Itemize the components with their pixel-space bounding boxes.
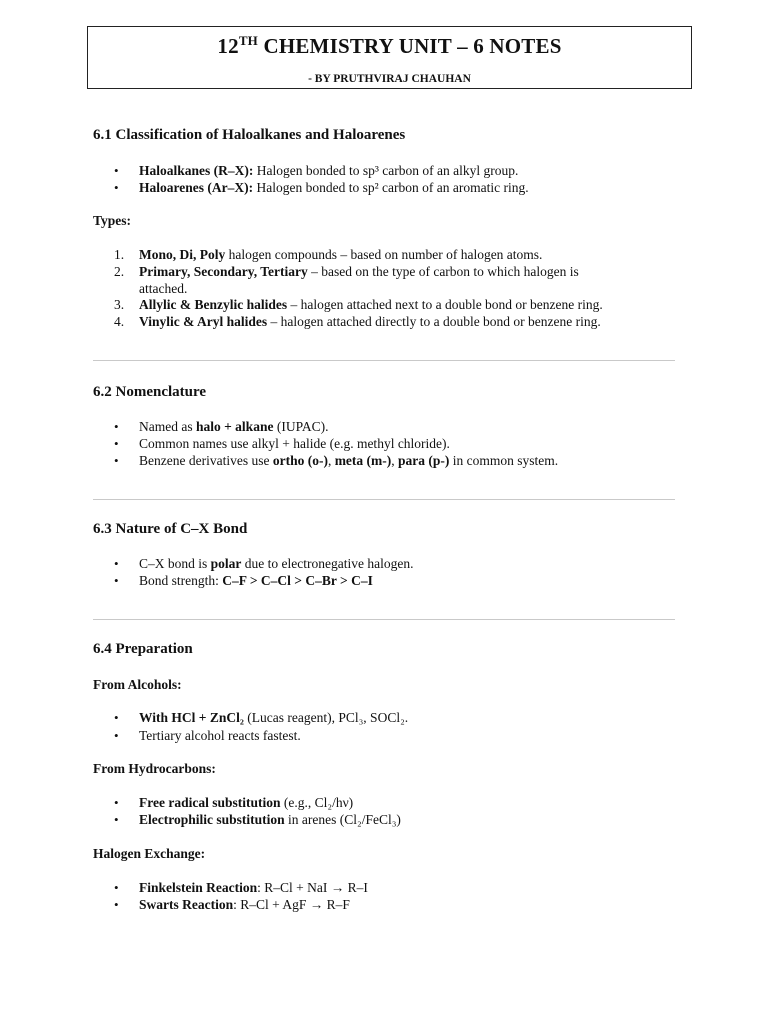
list-number: 4.: [114, 314, 125, 329]
bullet-icon: •: [114, 180, 119, 195]
list-item: Benzene derivatives use ortho (o-), meta (m-), para (p-) in common system.: [139, 453, 559, 468]
list-item: With HCl + ZnCl₂ (Lucas reagent), PCl₃, SOCl₂.: [139, 710, 409, 725]
list-item: Mono, Di, Poly halogen compounds – based on number of halogen atoms.: [139, 247, 543, 262]
list-item: Common names use alkyl + halide (e.g. methyl chloride).: [139, 436, 450, 451]
list-item: C–X bond is polar due to electronegative halogen.: [139, 556, 414, 571]
list-item: Electrophilic substitution in arenes (Cl₂/FeCl₃): [139, 812, 401, 827]
list-item: Vinylic & Aryl halides – halogen attached directly to a double bond or benzene ring.: [139, 314, 601, 329]
bullet-icon: •: [114, 897, 119, 912]
section-heading-6-4: 6.4 Preparation: [93, 641, 193, 657]
bullet-icon: •: [114, 880, 119, 895]
title-box: [87, 26, 692, 89]
author-byline: - BY PRUTHVIRAJ CHAUHAN: [308, 73, 471, 85]
title-superscript: TH: [238, 33, 258, 48]
title-text: CHEMISTRY UNIT – 6 NOTES: [258, 34, 562, 58]
types-label: Types:: [93, 213, 132, 228]
list-item: Bond strength: C–F > C–Cl > C–Br > C–I: [139, 573, 373, 588]
title-number: 12: [217, 34, 239, 58]
list-number: 2.: [114, 264, 125, 279]
list-number: 1.: [114, 247, 125, 262]
bullet-icon: •: [114, 710, 119, 725]
section-heading-6-2: 6.2 Nomenclature: [93, 384, 207, 400]
section-heading-6-3: 6.3 Nature of C–X Bond: [93, 521, 248, 537]
list-item-continuation: attached.: [139, 281, 188, 296]
bullet-icon: •: [114, 556, 119, 571]
bullet-icon: •: [114, 163, 119, 178]
list-item: Primary, Secondary, Tertiary – based on the type of carbon to which halogen is: [139, 264, 579, 279]
bullet-icon: •: [114, 436, 119, 451]
list-item: Haloalkanes (R–X): Halogen bonded to sp³ carbon of an alkyl group.: [139, 163, 519, 178]
bullet-icon: •: [114, 728, 119, 743]
section-divider: [93, 360, 675, 361]
bullet-icon: •: [114, 453, 119, 468]
list-number: 3.: [114, 297, 125, 312]
page-title: [88, 34, 691, 59]
subheading-from-alcohols: From Alcohols:: [93, 677, 182, 692]
list-item: Swarts Reaction: R–Cl + AgF → R–F: [139, 897, 350, 912]
section-divider: [93, 619, 675, 620]
section-divider: [93, 499, 675, 500]
list-item: Haloarenes (Ar–X): Halogen bonded to sp² carbon of an aromatic ring.: [139, 180, 529, 195]
section-heading-6-1: 6.1 Classification of Haloalkanes and Haloarenes: [93, 127, 406, 143]
bullet-icon: •: [114, 812, 119, 827]
list-item: Finkelstein Reaction: R–Cl + NaI → R–I: [139, 880, 368, 895]
bullet-icon: •: [114, 419, 119, 434]
list-item: Allylic & Benzylic halides – halogen attached next to a double bond or benzene ring.: [139, 297, 603, 312]
list-item: Tertiary alcohol reacts fastest.: [139, 728, 301, 743]
subheading-halogen-exchange: Halogen Exchange:: [93, 846, 206, 861]
bullet-icon: •: [114, 573, 119, 588]
list-item: Named as halo + alkane (IUPAC).: [139, 419, 329, 434]
bullet-icon: •: [114, 795, 119, 810]
subheading-from-hydrocarbons: From Hydrocarbons:: [93, 761, 216, 776]
list-item: Free radical substitution (e.g., Cl₂/hν): [139, 795, 354, 810]
